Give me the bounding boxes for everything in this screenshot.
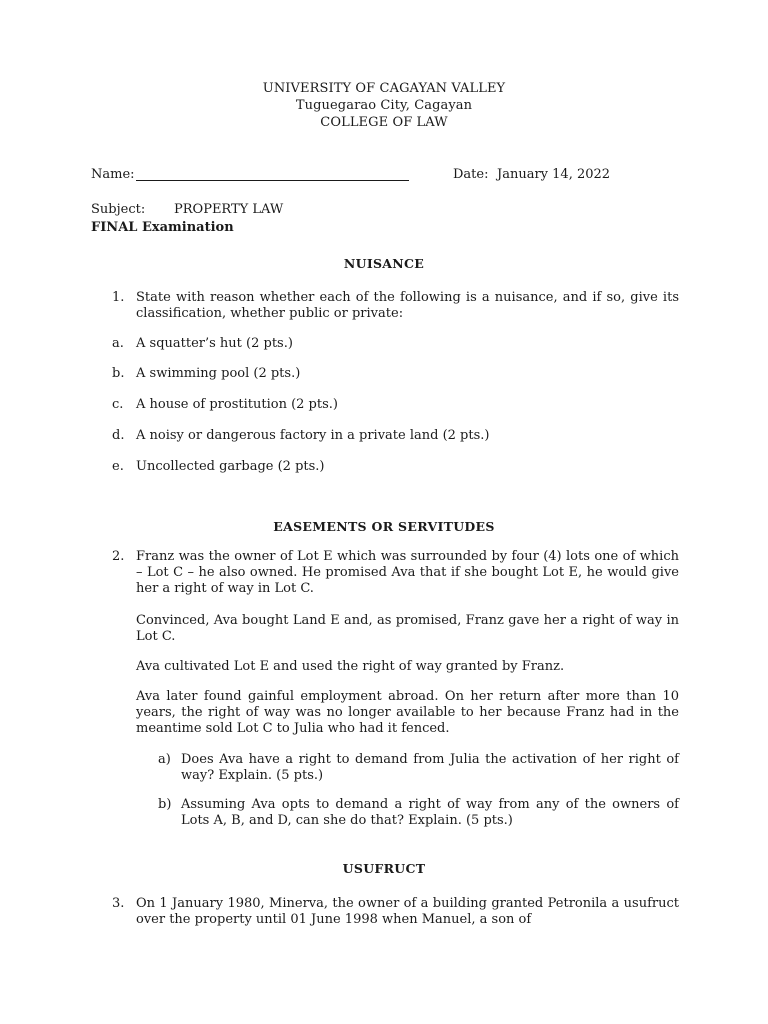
subject-label: Subject: xyxy=(91,202,146,217)
sub-question-a: Does Ava have a right to demand from Julia the activation of her right of way? Explain. (5 pts.) xyxy=(181,752,679,783)
question-number: 3. xyxy=(112,896,125,911)
list-item: A noisy or dangerous factory in a private land (2 pts.) xyxy=(136,428,490,443)
question-2-paragraph-3: Ava cultivated Lot E and used the right of way granted by Franz. xyxy=(136,659,565,674)
question-number: 1. xyxy=(112,290,125,305)
question-2-paragraph-2: Convinced, Ava bought Land E and, as promised, Franz gave her a right of way in Lot C. xyxy=(136,613,679,644)
list-item: A squatter’s hut (2 pts.) xyxy=(136,336,293,351)
city-name: Tuguegarao City, Cagayan xyxy=(295,98,473,113)
question-2-paragraph-4: Ava later found gainful employment abroad. On her return after more than 10 years, the right of way was no longer available to her because Franz had in the meantime sold Lot C to Julia who had it fenced. xyxy=(136,689,679,736)
sub-question-label: b) xyxy=(158,797,172,812)
sub-question-label: a) xyxy=(158,752,171,767)
list-item-letter: a. xyxy=(112,336,124,351)
name-label: Name: xyxy=(91,167,135,182)
question-2-paragraph-1: Franz was the owner of Lot E which was surrounded by four (4) lots one of which – Lot C – he also owned. He promised Ava that if she bought Lot E, he would give her a right of way in Lot C. xyxy=(136,549,679,596)
question-3-paragraph-1: On 1 January 1980, Minerva, the owner of a building granted Petronila a usufruct over the property until 01 June 1998 when Manuel, a son of xyxy=(136,896,679,927)
exam-title: FINAL Examination xyxy=(91,220,234,235)
list-item-letter: d. xyxy=(112,428,125,443)
college-name: COLLEGE OF LAW xyxy=(320,115,448,130)
sub-question-b: Assuming Ava opts to demand a right of way from any of the owners of Lots A, B, and D, can she do that? Explain. (5 pts.) xyxy=(181,797,679,828)
list-item-letter: b. xyxy=(112,366,125,381)
university-name: UNIVERSITY OF CAGAYAN VALLEY xyxy=(262,81,506,96)
question-number: 2. xyxy=(112,549,125,564)
section-title-nuisance: NUISANCE xyxy=(343,256,425,271)
list-item: Uncollected garbage (2 pts.) xyxy=(136,459,325,474)
list-item-letter: e. xyxy=(112,459,124,474)
date-value: January 14, 2022 xyxy=(497,167,611,182)
subject-value: PROPERTY LAW xyxy=(174,202,284,217)
list-item: A house of prostitution (2 pts.) xyxy=(136,397,338,412)
question-1-text: State with reason whether each of the following is a nuisance, and if so, give its classification, whether public or private: xyxy=(136,290,679,321)
section-title-usufruct: USUFRUCT xyxy=(342,861,426,876)
list-item-letter: c. xyxy=(112,397,124,412)
section-title-easements: EASEMENTS OR SERVITUDES xyxy=(273,519,495,534)
name-blank-line xyxy=(136,180,409,181)
date-label: Date: xyxy=(453,167,489,182)
list-item: A swimming pool (2 pts.) xyxy=(136,366,301,381)
